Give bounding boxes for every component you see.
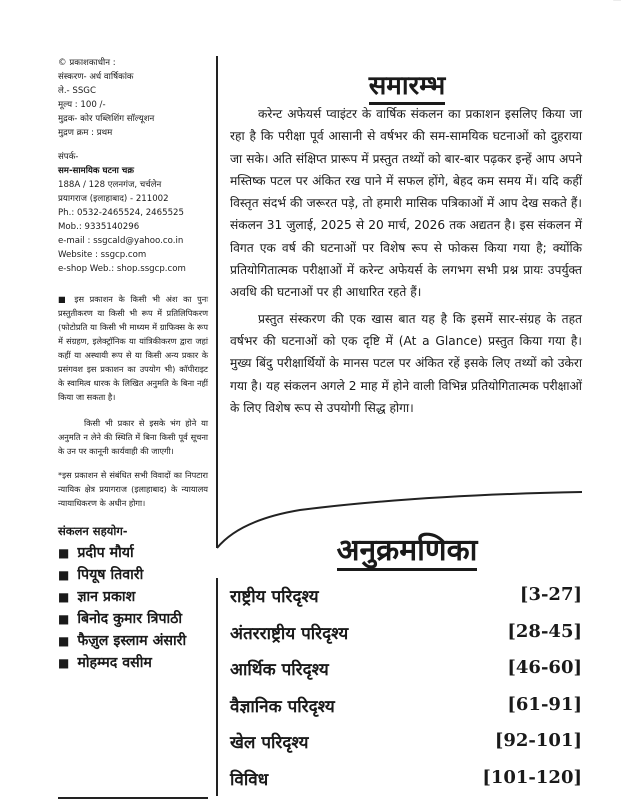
print-order-line: मुद्रण क्रम : प्रथम <box>58 128 113 138</box>
contributor-item: ■ ज्ञान प्रकाश <box>58 586 208 608</box>
printer-line: मुद्रक- कोर पब्लिशिंग सॉल्यूशन <box>58 114 155 124</box>
bottom-rule <box>58 797 208 799</box>
toc-label: विविध <box>230 769 269 790</box>
toc-label: खेल परिदृश्य <box>230 733 309 754</box>
intro-paragraph-2: प्रस्तुत संस्करण की एक खास बात यह है कि इसमें सार-संग्रह के तहत वर्षभर की घटनाओं को एक दृष्टि में (At a Glance) प्रस्तुत किया गया है। मुख्य बिंदु परीक्षार्थियों के मानस पटल पर अंकित रहें इसके लिए तथ्यों को उकेरा गया है। यह संकलन अगले 2 माह में होने वाली विभिन्न प्रतियोगितात्मक परीक्षाओं के लिए विशेष रूप से उपयोगी सिद्ध होगा। <box>230 311 582 415</box>
phone-line: Ph.: 0532-2465524, 2465525 <box>58 208 184 218</box>
toc-label: वैज्ञानिक परिदृश्य <box>230 696 335 717</box>
toc-title: अनुक्रमणिका <box>232 528 582 569</box>
toc-pages: [28-45] <box>507 620 582 642</box>
toc-row <box>230 657 582 694</box>
publisher-name: सम-सामयिक घटना चक्र <box>58 166 134 176</box>
email-line: e-mail : ssgcald@yahoo.co.in <box>58 236 184 246</box>
column-divider-lower <box>216 578 218 796</box>
notice-paragraph-2: किसी भी प्रकार से इसके भंग होने या अनुमति न लेने की स्थिति में बिना किसी पूर्व सूचना के उन पर कानूनी कार्यवाही की जाएगी। <box>58 418 208 456</box>
contact-label: संपर्क- <box>58 152 79 162</box>
intro-title: समारम्भ <box>232 66 582 102</box>
toc-pages: [92-101] <box>494 730 582 752</box>
contributor-item: ■ मोहम्मद वसीम <box>58 652 208 674</box>
toc-label: आर्थिक परिदृश्य <box>230 660 329 681</box>
contributors-heading: संकलन सहयोग- <box>58 524 128 538</box>
toc-row <box>230 621 582 658</box>
eshop-line: e-shop Web.: shop.ssgcp.com <box>58 264 186 274</box>
toc-label: राष्ट्रीय परिदृश्य <box>230 587 319 607</box>
toc-label: अंतरराष्ट्रीय परिदृश्य <box>230 623 349 644</box>
toc-row <box>230 584 582 621</box>
toc-pages: [3-27] <box>519 584 582 605</box>
mobile-line: Mob.: 9335140296 <box>58 222 140 232</box>
toc-row <box>230 694 582 731</box>
toc-row <box>230 767 582 804</box>
website-line: Website : ssgcp.com <box>58 250 147 260</box>
toc-pages: [101-120] <box>482 766 582 788</box>
contributor-item: ■ प्रदीप मौर्या <box>58 542 208 564</box>
contributor-item: ■ पियूष तिवारी <box>58 564 208 586</box>
author-line: ले.- SSGC <box>58 86 96 96</box>
table-of-contents <box>230 584 582 804</box>
address-line-2: प्रयागराज (इलाहाबाद) - 211002 <box>58 194 169 204</box>
address-line-1: 188A / 128 एलनगंज, चर्चलेन <box>58 180 162 190</box>
price-line: मूल्य : 100 /- <box>58 100 106 110</box>
copyright-line: © प्रकाशकाधीन : <box>58 58 116 68</box>
corner-mark: ▔ <box>613 0 621 11</box>
notice-paragraph-1: ■ इस प्रकाशन के किसी भी अंश का पुनः प्रस्तुतीकरण या किसी भी रूप में प्रतिलिपिकरण (फोटोप्रति या किसी भी माध्यम में ग्राफिक्स के रूप में संग्रहण, इलेक्ट्रॉनिक या यांत्रिकीकरण द्वारा जहां कहीं या अस्थायी रूप से या किसी अन्य प्रकार के प्रसंगवश इस प्रकाशन का उपयोग भी) कॉपीराइट के स्वामित्व धारक के लिखित अनुमति के बिना नहीं किया जा सकता है। <box>58 294 208 402</box>
notice-paragraph-3: *इस प्रकाशन से संबंधित सभी विवादों का निपटारा न्यायिक क्षेत्र प्रयागराज (इलाहाबाद) के न्यायालय न्यायाधिकरण के अधीन होगा। <box>58 470 208 508</box>
contributor-item: ■ बिनोद कुमार त्रिपाठी <box>58 608 208 630</box>
intro-text <box>230 103 582 419</box>
toc-pages: [46-60] <box>507 657 582 679</box>
toc-row <box>230 730 582 767</box>
intro-paragraph-1: करेन्ट अफेयर्स प्वाइंटर के वार्षिक संकलन का प्रकाशन इसलिए किया जा रहा है कि परीक्षा पूर्व आसानी से वर्षभर की सम-सामयिक घटनाओं को दुहराया जा सके। अति संक्षिप्त प्रारूप में प्रस्तुत तथ्यों को बार-बार पढ़कर इन्हें आप अपने मस्तिष्क पटल पर अंकित रख पाने में सफल होंगे, बेहद कम समय में। यदि कहीं विस्तृत संदर्भ की जरूरत पड़े, तो हमारी मासिक पत्रिकाओं में आप देख सकते हैं। संकलन 31 जुलाई, 2025 से 20 मार्च, 2026 तक अद्यतन है। इस संकलन में विगत एक वर्ष की घटनाओं पर विशेष रूप से फोकस किया गया है; क्योंकि प्रतियोगितात्मक परीक्षाओं में करेन्ट अफेयर्स के लगभग सभी प्रश्न प्रायः उपर्युक्त अवधि की घटनाओं पर ही आधारित रहते हैं। <box>230 107 582 300</box>
toc-pages: [61-91] <box>507 693 582 715</box>
edition-line: संस्करण- अर्ध वार्षिकांक <box>58 72 134 82</box>
contributor-item: ■ फैज़ुल इस्लाम अंसारी <box>58 630 208 652</box>
